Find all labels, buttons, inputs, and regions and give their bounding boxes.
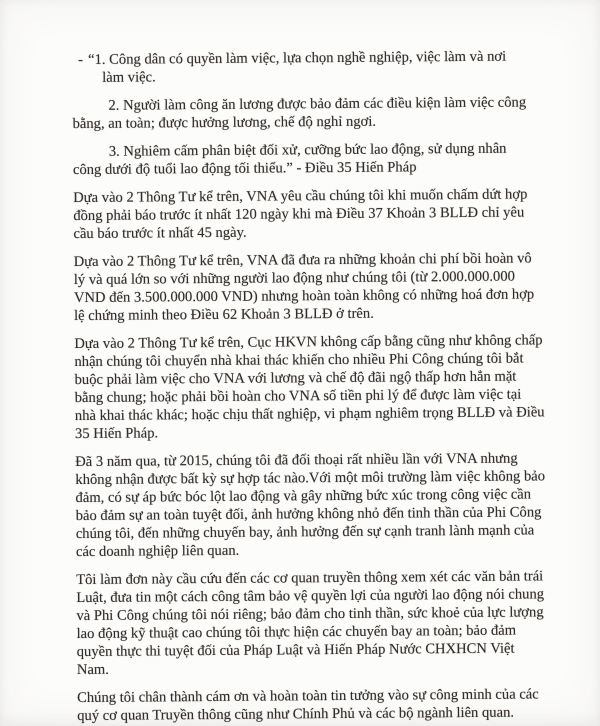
body-paragraph-1: Dựa vào 2 Thông Tư kể trên, VNA yêu cầu chúng tôi khi muốn chấm dứt hợp đồng phải báo trước ít nhất 120 ngày khi mà Điều 37 Khoản 3 BLLĐ chỉ yêu cầu báo trước ít nhất 45 ngày. [73,186,528,243]
list-dash-marker: - [78,51,84,69]
body-paragraph-6: Chúng tôi chân thành cám ơn và hoàn toàn tin tưởng vào sự công minh của các quý cơ quan Truyền thông cũng như Chính Phủ và các bộ ngành liên quan. [77,686,539,725]
quote-paragraph-3: 3. Nghiêm cấm phân biệt đối xử, cưỡng bức lao động, sử dụng nhân công dưới độ tuổi lao động tối thiểu.” - Điều 35 Hiến Pháp [72,140,507,179]
quote-paragraph-1: “1. Công dân có quyền làm việc, lựa chọn nghề nghiệp, việc làm và nơi làm việc. [88,48,507,86]
quote-paragraph-2: 2. Người làm công ăn lương được bảo đảm các điều kiện làm việc công bằng, an toàn; được hưởng lương, chế độ nghỉ ngơi. [72,94,527,133]
body-paragraph-4: Đã 3 năm qua, từ 2015, chúng tôi đã đối thoại rất nhiều lần với VNA nhưng không nhận được bất kỳ sự hợp tác nào.Với một môi trường làm việc không bảo đảm, có sự áp bức bóc lột lao động và gây những bức xúc trong công việc cần bảo đảm sự an toàn tuyệt đối, ảnh hưởng không nhỏ đến tinh thần của Phi Công chúng tôi, đến những chuyến bay, ảnh hưởng đến sự cạnh tranh lành mạnh của các doanh nghiệp liên quan. [75,450,546,561]
body-paragraph-5: Tôi làm đơn này cầu cứu đến các cơ quan truyền thông xem xét các văn bản trái Luật, đưa tin một cách công tâm bảo vệ quyền lợi của người lao động nói chung và Phi Công chúng tôi nói riêng; bảo đảm cho tinh thần, sức khoẻ của lực lượng lao động kỹ thuật cao chúng tôi thực hiện các chuyến bay an toàn; bảo đảm quyền thực thi tuyệt đối của Pháp Luật và Hiến Pháp Nước CHXHCN Việt Nam. [76,568,545,679]
body-paragraph-3: Dựa vào 2 Thông Tư kể trên, Cục HKVN không cấp bằng cũng như không chấp nhận chúng tôi chuyển nhà khai thác khiến cho nhiều Phi Công chúng tôi bắt buộc phải làm việc cho VNA với lương và chế độ đãi ngộ thấp hơn hẳn mặt bằng chung; hoặc phải bồi hoàn cho VNA số tiền phi lý để được làm việc tại nhà khai thác khác; hoặc chịu thất nghiệp, vi phạm nghiêm trọng BLLĐ và Điều 35 Hiến Pháp. [74,332,545,443]
body-paragraph-2: Dựa vào 2 Thông Tư kể trên, VNA đã đưa ra những khoản chi phí bồi hoàn vô lý và quá lớn so với những người lao động như chúng tôi (từ 2.000.000.000 VND đến 3.500.000.000 VND) nhưng hoàn toàn không có những hoá đơn hợp lệ chứng minh theo Điều 62 Khoản 3 BLLĐ ở trên. [73,250,535,325]
